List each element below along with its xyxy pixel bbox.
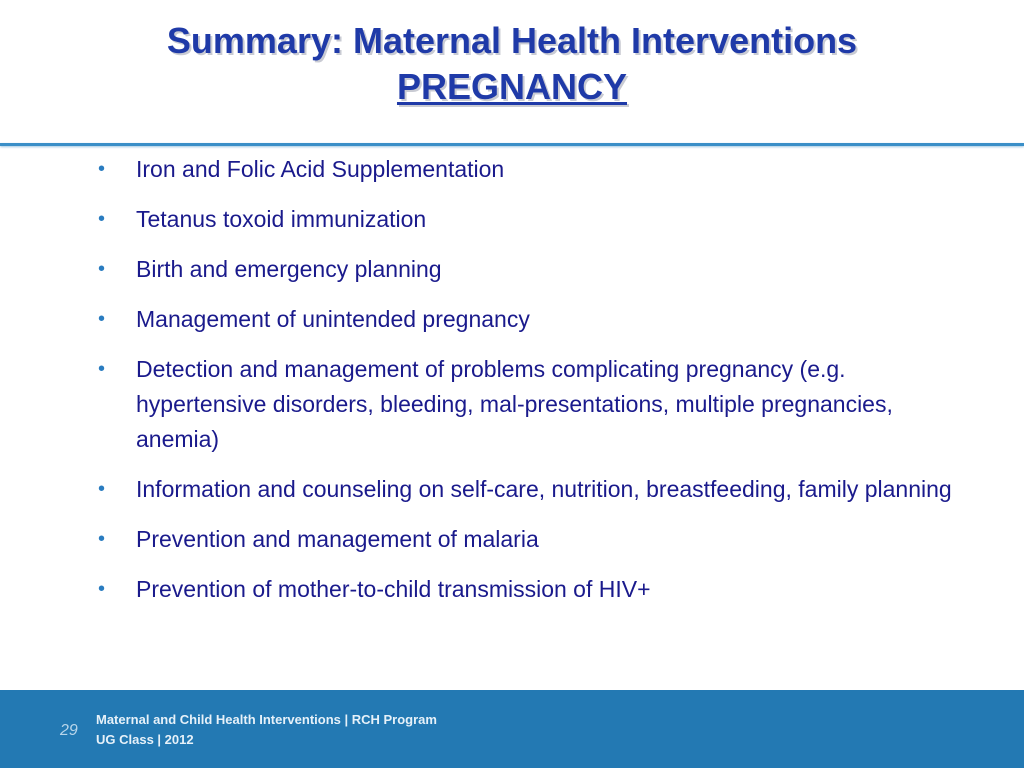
bullet-text: Detection and management of problems complicating pregnancy (e.g. hypertensive disorders, bleeding, mal-presentations, multiple pregnancies, anemia) <box>136 356 893 452</box>
bullet-icon: • <box>98 308 106 330</box>
bullet-text: Management of unintended pregnancy <box>136 306 530 332</box>
title-divider <box>0 143 1024 146</box>
bullet-icon: • <box>98 478 106 500</box>
bullet-item <box>98 202 978 237</box>
bullet-item <box>98 472 978 507</box>
bullet-text: Prevention and management of malaria <box>136 526 539 552</box>
bullet-item <box>98 572 978 607</box>
bullet-item <box>98 152 978 187</box>
bullet-text: Information and counseling on self-care, nutrition, breastfeeding, family planning <box>136 476 952 502</box>
bullet-item <box>98 522 978 557</box>
bullet-text: Iron and Folic Acid Supplementation <box>136 156 505 182</box>
bullet-text: Prevention of mother-to-child transmission of HIV+ <box>136 576 651 602</box>
bullet-list <box>98 152 978 622</box>
footer-class-info: UG Class | 2012 <box>96 732 194 747</box>
bullet-item <box>98 252 978 287</box>
bullet-text: Tetanus toxoid immunization <box>136 206 427 232</box>
footer-bar <box>0 690 1024 768</box>
bullet-icon: • <box>98 208 106 230</box>
title-subtitle: PREGNANCY <box>396 66 628 107</box>
slide-number: 29 <box>60 722 78 739</box>
bullet-text: Birth and emergency planning <box>136 256 442 282</box>
bullet-item <box>98 352 978 457</box>
bullet-icon: • <box>98 358 106 380</box>
bullet-icon: • <box>98 158 106 180</box>
footer-course-title: Maternal and Child Health Interventions | RCH Program <box>96 712 437 727</box>
slide-title <box>0 18 1024 110</box>
bullet-icon: • <box>98 578 106 600</box>
bullet-icon: • <box>98 528 106 550</box>
title-main: Summary: Maternal Health Interventions <box>166 20 858 61</box>
bullet-icon: • <box>98 258 106 280</box>
bullet-item <box>98 302 978 337</box>
